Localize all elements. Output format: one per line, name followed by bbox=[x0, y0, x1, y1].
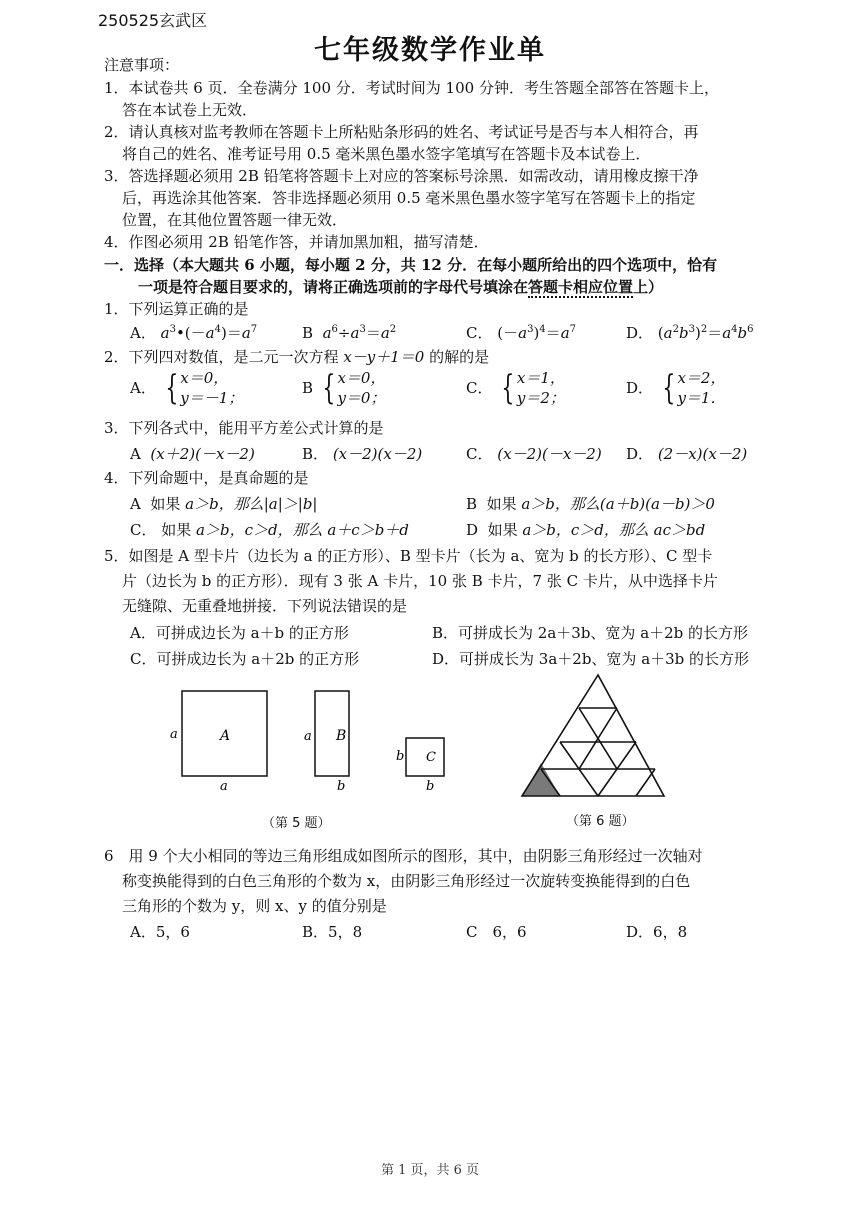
option-text: (x＋2)(－x－2) bbox=[150, 445, 255, 463]
card-b-label: B bbox=[336, 728, 347, 744]
option-text: (2－x)(x－2) bbox=[657, 445, 748, 463]
q3-option-b[interactable] bbox=[302, 443, 422, 465]
section-heading: 一．选择（本大题共 6 小题，每小题 2 分，共 12 分．在每小题所给出的四个选项中，恰有 bbox=[104, 256, 718, 274]
q2-option-a[interactable]: A． { x＝0， y＝－1； bbox=[130, 368, 244, 408]
option-math: a＞b，c＞d，那么 a＋c＞b＋d bbox=[196, 521, 409, 539]
option-text: (x－2)(x－2) bbox=[332, 445, 423, 463]
section-text: 一项是符合题目要求的，请将正确选项前的字母代号填涂在 bbox=[138, 278, 529, 296]
notice-line: 答在本试卷上无效． bbox=[122, 101, 258, 119]
q3-stem: 3．下列各式中，能用平方差公式计算的是 bbox=[104, 419, 384, 437]
notice-line: 3．答选择题必须用 2B 铅笔将答题卡上对应的答案标号涂黑．如需改动，请用橡皮擦干净 bbox=[104, 167, 699, 185]
eq-line: x＝2， bbox=[677, 369, 726, 387]
figure-6 bbox=[518, 672, 668, 802]
q5-option-a[interactable]: A．可拼成边长为 a＋b 的正方形 bbox=[130, 624, 349, 642]
option-text: 如果 bbox=[486, 495, 522, 513]
q5-stem-line: 片（边长为 b 的正方形）．现有 3 张 A 卡片，10 张 B 卡片，7 张 C 卡片，从中选择卡片 bbox=[122, 572, 718, 590]
q1-option-b[interactable]: B $a^6\div a^3=a^2$ bbox=[302, 324, 397, 342]
option-math: a＞b，c＞d，那么 ac＞bd bbox=[522, 521, 706, 539]
eq-line: y＝0； bbox=[337, 389, 386, 407]
notice-line: 2．请认真核对监考教师在答题卡上所粘贴条形码的姓名、考试证号是否与本人相符合，再 bbox=[104, 123, 699, 141]
option-label: C． bbox=[466, 324, 493, 342]
card-c bbox=[406, 738, 444, 776]
q4-option-b[interactable] bbox=[466, 493, 715, 515]
q4-option-a[interactable] bbox=[130, 493, 317, 515]
option-label: B bbox=[466, 495, 478, 513]
option-label: D． bbox=[626, 379, 654, 397]
option-label: A bbox=[130, 495, 141, 513]
q1-option-c[interactable]: C． $(-a^3)^4=a^7$ bbox=[466, 324, 577, 342]
q5-option-d[interactable]: D．可拼成长为 3a＋2b、宽为 a＋3b 的长方形 bbox=[432, 650, 750, 668]
q3-option-d[interactable] bbox=[626, 443, 747, 465]
eq-line: x＝1， bbox=[516, 369, 565, 387]
eq-line: x＝0， bbox=[337, 369, 386, 387]
option-math: a＞b，那么(a＋b)(a－b)＞0 bbox=[521, 495, 715, 513]
notice-line: 后，再选涂其他答案．答非选择题必须用 0.5 毫米黑色墨水签字笔写在答题卡上的指定 bbox=[122, 189, 696, 207]
q2-option-b[interactable]: B { x＝0， y＝0； bbox=[302, 368, 386, 408]
side-label: b bbox=[396, 749, 405, 764]
page-title: 七年级数学作业单 bbox=[314, 35, 546, 66]
option-label: C． bbox=[130, 521, 157, 539]
q2-option-c[interactable]: C． { x＝1， y＝2； bbox=[466, 368, 565, 408]
option-label: B bbox=[302, 324, 314, 342]
card-a-label: A bbox=[220, 728, 231, 744]
q1-stem: 1．下列运算正确的是 bbox=[104, 300, 249, 318]
notice-heading: 注意事项： bbox=[104, 56, 180, 74]
q5-stem-line: 5．如图是 A 型卡片（边长为 a 的正方形）、B 型卡片（长为 a、宽为 b 的长方形）、C 型卡 bbox=[104, 547, 713, 565]
q6-option-a[interactable]: A．5，6 bbox=[130, 923, 190, 941]
q1-option-a[interactable]: A． $a^3•(-a^4)=a^7$ bbox=[130, 324, 258, 342]
eq-line: x＝0， bbox=[180, 369, 229, 387]
side-label: b bbox=[337, 779, 346, 794]
side-label: a bbox=[220, 779, 228, 794]
eq-line: y＝－1； bbox=[180, 389, 244, 407]
figure-5-caption: （第 5 题） bbox=[262, 816, 331, 831]
notice-line: 将自己的姓名、准考证号用 0.5 毫米黑色墨水签字笔填写在答题卡及本试卷上． bbox=[122, 145, 651, 163]
equation: x－y＋1＝0 bbox=[343, 348, 425, 366]
figure-6-caption: （第 6 题） bbox=[566, 814, 635, 829]
option-label: C． bbox=[466, 445, 493, 463]
q4-option-c[interactable] bbox=[130, 519, 409, 541]
option-text: 如果 bbox=[150, 495, 186, 513]
option-label: A． bbox=[130, 379, 156, 397]
q5-option-c[interactable]: C．可拼成边长为 a＋2b 的正方形 bbox=[130, 650, 360, 668]
q6-stem-line: 三角形的个数为 y，则 x、y 的值分别是 bbox=[122, 897, 387, 915]
option-label: A． bbox=[130, 324, 156, 342]
q6-stem-line: 称变换能得到的白色三角形的个数为 x，由阴影三角形经过一次旋转变换能得到的白色 bbox=[122, 872, 691, 890]
q4-stem: 4．下列命题中，是真命题的是 bbox=[104, 469, 309, 487]
q2-stem bbox=[104, 346, 489, 368]
eq-line: y＝2； bbox=[516, 389, 565, 407]
page-footer: 第 1 页，共 6 页 bbox=[380, 1163, 480, 1178]
option-math: a＞b，那么|a|＞|b| bbox=[185, 495, 318, 513]
q2-option-d[interactable]: D． { x＝2， y＝1． bbox=[626, 368, 726, 408]
option-label: D． bbox=[626, 324, 654, 342]
q6-option-d[interactable]: D．6，8 bbox=[626, 923, 688, 941]
option-text: (x－2)(－x－2) bbox=[497, 445, 602, 463]
option-label: A bbox=[130, 445, 141, 463]
q5-stem-line: 无缝隙、无重叠地拼接．下列说法错误的是 bbox=[122, 597, 408, 615]
q6-stem-line: 6 用 9 个大小相同的等边三角形组成如图所示的图形，其中，由阴影三角形经过一次轴对 bbox=[104, 847, 703, 865]
q3-option-c[interactable] bbox=[466, 443, 602, 465]
q4-option-d[interactable] bbox=[466, 519, 705, 541]
q3-option-a[interactable] bbox=[130, 443, 255, 465]
option-label: D bbox=[466, 521, 479, 539]
section-heading-2 bbox=[138, 276, 663, 298]
section-text: 上） bbox=[633, 278, 664, 296]
q5-option-b[interactable]: B．可拼成长为 2a＋3b、宽为 a＋2b 的长方形 bbox=[432, 624, 749, 642]
shaded-triangle bbox=[522, 763, 560, 796]
option-text: 如果 bbox=[161, 521, 197, 539]
notice-line: 4．作图必须用 2B 铅笔作答，并请加黑加粗，描写清楚． bbox=[104, 233, 489, 251]
option-label: D． bbox=[626, 445, 654, 463]
option-text: 如果 bbox=[487, 521, 523, 539]
exam-tag: 250525玄武区 bbox=[98, 11, 208, 30]
emphasis-text: 答题卡相应位置 bbox=[528, 278, 634, 296]
figure-5 bbox=[160, 684, 480, 804]
side-label: a bbox=[170, 727, 178, 742]
side-label: a bbox=[304, 729, 312, 744]
notice-line: 1．本试卷共 6 页．全卷满分 100 分．考试时间为 100 分钟．考生答题全部答在答题卡上， bbox=[104, 79, 719, 97]
option-label: C． bbox=[466, 379, 493, 397]
card-c-label: C bbox=[426, 750, 436, 765]
eq-line: y＝1． bbox=[677, 389, 726, 407]
q6-option-b[interactable]: B．5，8 bbox=[302, 923, 363, 941]
q1-option-d[interactable]: D． $(a^2b^3)^2=a^4b^6$ bbox=[626, 324, 754, 342]
stem-text: 2．下列四对数值，是二元一次方程 bbox=[104, 348, 344, 366]
option-label: B． bbox=[302, 445, 329, 463]
stem-text: 的解的是 bbox=[424, 348, 490, 366]
notice-line: 位置，在其他位置答题一律无效． bbox=[122, 211, 348, 229]
q6-option-c[interactable]: C 6，6 bbox=[466, 923, 527, 941]
option-label: B bbox=[302, 379, 314, 397]
side-label: b bbox=[426, 779, 435, 794]
